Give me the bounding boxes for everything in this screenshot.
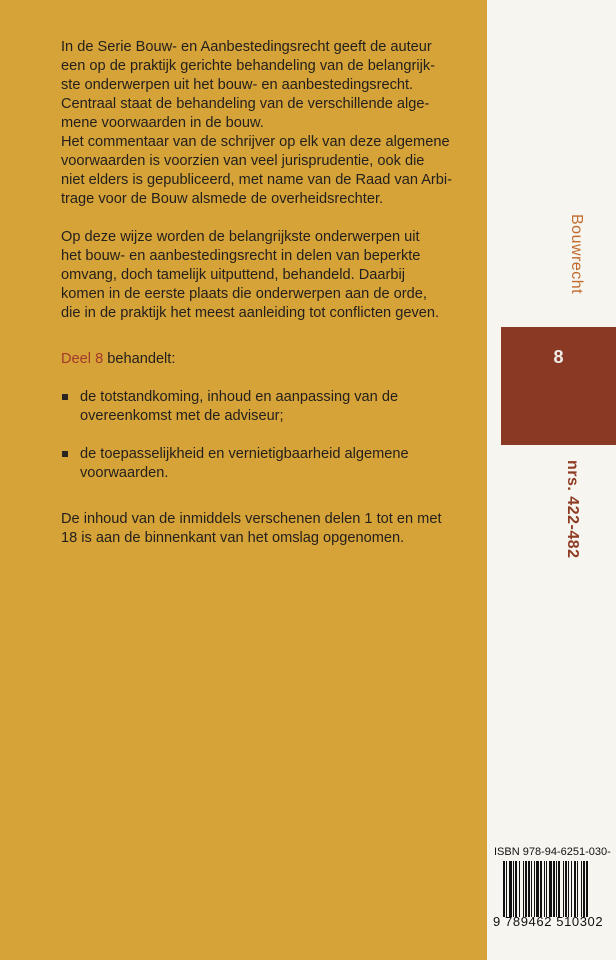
volume-number: 8 [553, 347, 564, 367]
deel-suffix: behandelt: [103, 351, 176, 367]
intro-line-8: niet elders is gepubliceerd, met name van de Raad van Arbi- [61, 172, 453, 188]
scope-line-1: Op deze wijze worden de belangrijkste onderwerpen uit [61, 229, 420, 245]
barcode-bar [558, 861, 560, 917]
barcode-bar [544, 861, 545, 917]
intro-line-2: een op de praktijk gerichte behandeling van de belangrijk- [61, 58, 436, 74]
barcode-bar [503, 861, 505, 917]
barcode-bar [525, 861, 527, 917]
barcode-bar [515, 861, 517, 917]
barcode-bar [563, 861, 564, 917]
barcode-bar [519, 861, 520, 917]
barcode-bar [577, 861, 578, 917]
intro-line-5: mene voorwaarden in de bouw. [61, 115, 264, 131]
isbn-label: ISBN 978-94-6251-030- [494, 846, 611, 858]
barcode-bar [586, 861, 588, 917]
series-title: Bouwrecht [568, 214, 585, 295]
barcode-bar [531, 861, 532, 917]
barcode-bar [540, 861, 542, 917]
barcode-bar [571, 861, 572, 917]
topic-line: overeenkomst met de adviseur; [80, 408, 284, 424]
closing-line-1: De inhoud van de inmiddels verschenen delen 1 tot en met [61, 511, 442, 527]
paragraph-gap [61, 323, 471, 350]
barcode [503, 861, 616, 917]
barcode-bar [583, 861, 585, 917]
intro-line-1: In de Serie Bouw- en Aanbestedingsrecht geeft de auteur [61, 39, 432, 55]
list-item [61, 445, 471, 483]
list-item [61, 388, 471, 426]
intro-line-4: Centraal staat de behandeling van de verschillende alge- [61, 96, 430, 112]
barcode-bar [509, 861, 512, 917]
topic-line: voorwaarden. [80, 465, 169, 481]
intro-line-3: ste onderwerpen uit het bouw- en aanbestedingsrecht. [61, 77, 414, 93]
scope-line-3: omvang, doch tamelijk uitputtend, behandeld. Daarbij [61, 267, 405, 283]
intro-line-6: Het commentaar van de schrijver op elk van deze algemene [61, 134, 450, 150]
deel-heading [61, 350, 471, 369]
paragraph-gap [61, 483, 471, 510]
barcode-bar [581, 861, 582, 917]
barcode-bar [513, 861, 514, 917]
barcode-bar [506, 861, 507, 917]
barcode-bar [553, 861, 555, 917]
scope-line-5: die in de praktijk het meest aanleiding tot conflicten geven. [61, 305, 440, 321]
intro-line-7: voorwaarden is voorzien van veel jurisprudentie, ook die [61, 153, 425, 169]
topic-line: de toepasselijkheid en vernietigbaarheid algemene [80, 446, 409, 462]
barcode-bar [528, 861, 530, 917]
topics-list [61, 388, 471, 483]
barcode-bar [546, 861, 547, 917]
topic-line: de totstandkoming, inhoud en aanpassing van de [80, 389, 399, 405]
back-cover-text [61, 38, 471, 548]
intro-line-9: trage voor de Bouw alsmede de overheidsrechter. [61, 191, 384, 207]
barcode-bar [536, 861, 539, 917]
square-bullet-icon [62, 451, 68, 457]
barcode-bar [534, 861, 535, 917]
spine-strip [487, 0, 616, 960]
barcode-bar [556, 861, 557, 917]
barcode-bar [565, 861, 567, 917]
deel-label: Deel 8 [61, 351, 104, 367]
barcode-bar [568, 861, 569, 917]
square-bullet-icon [62, 394, 68, 400]
barcode-bar [574, 861, 576, 917]
numbers-range: nrs. 422-482 [564, 460, 581, 559]
closing-line-2: 18 is aan de binnenkant van het omslag opgenomen. [61, 530, 405, 546]
paragraph-gap [61, 209, 471, 228]
barcode-bar [523, 861, 524, 917]
barcode-digits: 9 789462 510302 [493, 914, 604, 929]
barcode-bar [549, 861, 552, 917]
scope-line-2: het bouw- en aanbestedingsrecht in delen van beperkte [61, 248, 421, 264]
volume-box [501, 327, 616, 445]
scope-line-4: komen in de eerste plaats die onderwerpen aan de orde, [61, 286, 427, 302]
